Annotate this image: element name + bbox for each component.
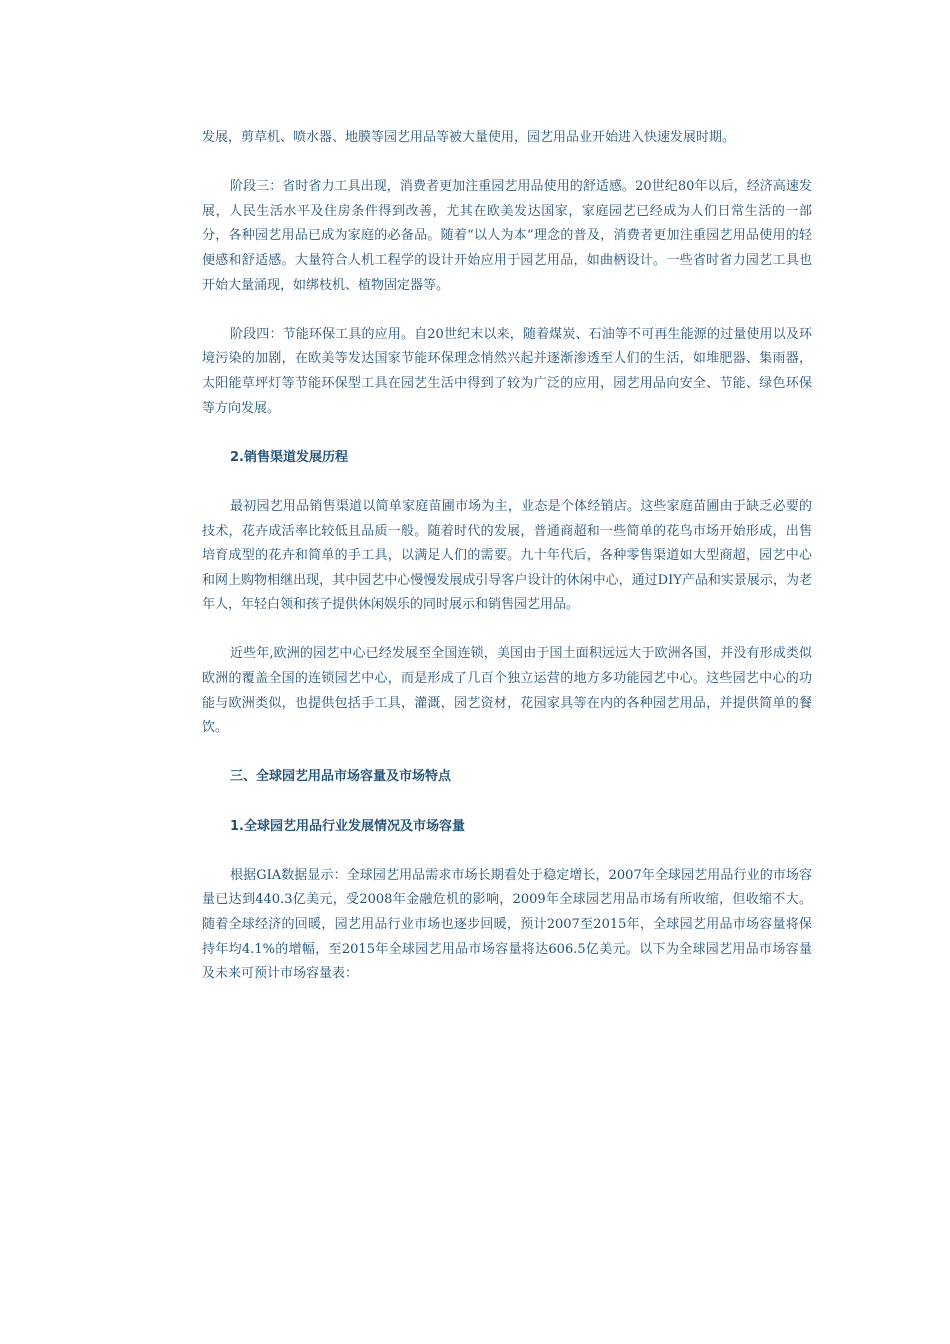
paragraph-stage-four: 阶段四：节能环保工具的应用。自20世纪末以来，随着煤炭、石油等不可再生能源的过量使用以及环境污染的加剧，在欧美等发达国家节能环保理念悄然兴起并逐渐渗透至人们的生活，如堆肥器、集雨器，太阳能草坪灯等节能环保型工具在园艺生活中得到了较为广泛的应用，园艺用品向安全、节能、绿色环保等方向发展。: [202, 326, 812, 416]
paragraph-channel-history: 最初园艺用品销售渠道以简单家庭苗圃市场为主，业态是个体经销店。这些家庭苗圃由于缺乏必要的技术，花卉成活率比较低且品质一般。随着时代的发展，普通商超和一些简单的花鸟市场开始形成，出售培育成型的花卉和简单的手工具，以满足人们的需要。九十年代后，各种零售渠道如大型商超，园艺中心和网上购物相继出现，其中园艺中心慢慢发展成引导客户设计的休闲中心，通过DIY产品和实景展示，为老年人，年轻白领和孩子提供休闲娱乐的同时展示和销售园艺用品。: [202, 498, 812, 613]
heading-market-size: 1.全球园艺用品行业发展情况及市场容量: [230, 818, 465, 834]
paragraph-intro-tail: 发展，剪草机、喷水器、地膜等园艺用品等被大量使用，园艺用品业开始进入快速发展时期。: [202, 130, 736, 145]
document-body: [202, 126, 812, 1011]
heading-section-three: 三、全球园艺用品市场容量及市场特点: [230, 769, 452, 785]
paragraph-garden-centers: 近些年,欧洲的园艺中心已经发展至全国连锁，美国由于国土面积远远大于欧洲各国，并没有形成类似欧洲的覆盖全国的连锁园艺中心，而是形成了几百个独立运营的地方多功能园艺中心。这些园艺中心的功能与欧洲类似，也提供包括手工具，灌溉，园艺资材，花园家具等在内的各种园艺用品，并提供简单的餐饮。: [202, 646, 812, 736]
paragraph-stage-three: 阶段三：省时省力工具出现，消费者更加注重园艺用品使用的舒适感。20世纪80年以后，经济高速发展，人民生活水平及住房条件得到改善，尤其在欧美发达国家，家庭园艺已经成为人们日常生活的一部分，各种园艺用品已成为家庭的必备品。随着“以人为本”理念的普及，消费者更加注重园艺用品使用的轻便感和舒适感。大量符合人机工程学的设计开始应用于园艺用品，如曲柄设计。一些省时省力园艺工具也开始大量涌现，如绑枝机、植物固定器等。: [202, 179, 812, 293]
heading-sales-channel: 2.销售渠道发展历程: [230, 449, 348, 465]
paragraph-gia-data: 根据GIA数据显示：全球园艺用品需求市场长期看处于稳定增长，2007年全球园艺用品行业的市场容量已达到440.3亿美元，受2008年金融危机的影响，2009年全球园艺用品市场有所收缩，但收缩不大。随着全球经济的回暖，园艺用品行业市场也逐步回暖，预计2007至2015年，全球园艺用品市场容量将保持年均4.1%的增幅，至2015年全球园艺用品市场容量将达606.5亿美元。以下为全球园艺用品市场容量及未来可预计市场容量表：: [202, 867, 812, 982]
